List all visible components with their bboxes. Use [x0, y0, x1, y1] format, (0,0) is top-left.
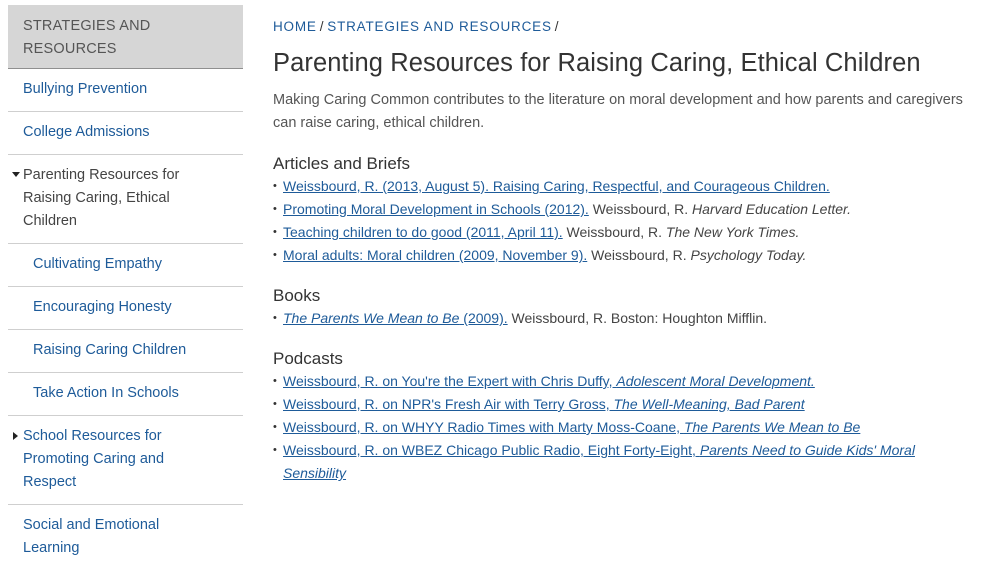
- sidebar-header-line2: RESOURCES: [23, 41, 117, 57]
- sidebar-header-line1: STRATEGIES AND: [23, 18, 151, 34]
- podcast-episode: Adolescent Moral Development.: [616, 373, 815, 389]
- list-item: [273, 244, 978, 267]
- sidebar-item-label: School Resources for: [23, 428, 162, 444]
- list-item: [273, 307, 978, 330]
- sidebar-header[interactable]: [8, 5, 243, 69]
- article-author: Weissbourd, R.: [562, 224, 666, 240]
- intro-paragraph: Making Caring Common contributes to the literature on moral development and how parents and caregivers can raise caring, ethical children.: [273, 92, 963, 131]
- sidebar-item-label: Raising Caring Children: [33, 342, 187, 358]
- podcast-link[interactable]: [283, 396, 805, 412]
- page-title: Parenting Resources for Raising Caring, Ethical Children: [273, 49, 921, 77]
- sidebar-item-parenting-resources[interactable]: [8, 155, 243, 244]
- article-author: Weissbourd, R.: [588, 201, 693, 217]
- podcasts-list: [273, 370, 978, 485]
- caret-down-icon: [12, 172, 20, 177]
- sidebar-item-take-action-in-schools[interactable]: [8, 373, 243, 416]
- article-source: The New York Times.: [665, 224, 800, 240]
- articles-heading: Articles and Briefs: [273, 154, 410, 173]
- sidebar-item-social-emotional-learning[interactable]: [8, 505, 243, 570]
- sidebar-item-label: Raising Caring, Ethical: [23, 190, 170, 206]
- book-details: Weissbourd, R. Boston: Houghton Mifflin.: [507, 310, 768, 326]
- list-item: [273, 221, 978, 244]
- article-link[interactable]: Promoting Moral Development in Schools (2012).: [283, 201, 589, 217]
- sidebar-item-cultivating-empathy[interactable]: [8, 244, 243, 287]
- podcast-show: Weissbourd, R. on WBEZ Chicago Public Radio, Eight Forty-Eight,: [283, 442, 700, 458]
- sidebar-item-label: Parenting Resources for: [23, 167, 180, 183]
- podcast-show: Weissbourd, R. on You're the Expert with Chris Duffy,: [283, 373, 617, 389]
- sidebar-item-label: Promoting Caring and: [23, 451, 165, 467]
- sidebar-item-label: Social and Emotional: [23, 517, 160, 533]
- podcasts-heading: Podcasts: [273, 349, 343, 368]
- book-year: (2009).: [459, 310, 508, 326]
- sidebar-item-bullying-prevention[interactable]: [8, 69, 243, 112]
- podcast-episode: The Parents We Mean to Be: [683, 419, 861, 435]
- article-link[interactable]: Weissbourd, R. (2013, August 5). Raising Caring, Respectful, and Courageous Children.: [283, 178, 830, 194]
- books-heading: Books: [273, 286, 321, 305]
- list-item: [273, 416, 978, 439]
- breadcrumb: [273, 16, 978, 38]
- list-item: [273, 439, 978, 485]
- sidebar-item-label: Children: [23, 213, 77, 229]
- podcast-show: Weissbourd, R. on WHYY Radio Times with Marty Moss-Coane,: [283, 419, 684, 435]
- sidebar-item-label: Respect: [23, 474, 77, 490]
- sidebar-nav: [8, 5, 243, 570]
- article-author: Weissbourd, R.: [587, 247, 691, 263]
- sidebar-item-raising-caring-children[interactable]: [8, 330, 243, 373]
- breadcrumb-home-link[interactable]: HOME: [273, 19, 317, 34]
- articles-list: [273, 175, 978, 267]
- article-source: Psychology Today.: [690, 247, 807, 263]
- main-content: [273, 16, 978, 485]
- article-source: Harvard Education Letter.: [692, 201, 852, 217]
- sidebar-item-label: Encouraging Honesty: [33, 299, 172, 315]
- book-title: The Parents We Mean to Be: [283, 310, 460, 326]
- sidebar-item-label: Bullying Prevention: [23, 81, 148, 97]
- caret-right-icon: [13, 432, 18, 440]
- list-item: [273, 175, 978, 198]
- podcast-link[interactable]: [283, 373, 815, 389]
- podcast-show: Weissbourd, R. on NPR's Fresh Air with Terry Gross,: [283, 396, 614, 412]
- sidebar-item-label: College Admissions: [23, 124, 150, 140]
- book-link[interactable]: [283, 310, 508, 326]
- breadcrumb-separator: /: [319, 19, 325, 34]
- sidebar-item-label: Take Action In Schools: [33, 385, 179, 401]
- breadcrumb-separator: /: [554, 19, 560, 34]
- list-item: [273, 393, 978, 416]
- breadcrumb-section-link[interactable]: STRATEGIES AND RESOURCES: [327, 19, 552, 34]
- books-list: [273, 307, 978, 330]
- podcast-episode: Parents Need to Guide Kids' Moral Sensibility: [283, 442, 915, 481]
- article-link[interactable]: Teaching children to do good (2011, April 11).: [283, 224, 563, 240]
- sidebar-item-encouraging-honesty[interactable]: [8, 287, 243, 330]
- podcast-link[interactable]: [283, 442, 915, 481]
- sidebar-item-label: Cultivating Empathy: [33, 256, 162, 272]
- list-item: [273, 370, 978, 393]
- podcast-episode: The Well-Meaning, Bad Parent: [613, 396, 805, 412]
- sidebar-item-label: Learning: [23, 540, 80, 556]
- list-item: [273, 198, 978, 221]
- sidebar-item-college-admissions[interactable]: [8, 112, 243, 155]
- sidebar-item-school-resources[interactable]: [8, 416, 243, 505]
- article-link[interactable]: Moral adults: Moral children (2009, November 9).: [283, 247, 588, 263]
- podcast-link[interactable]: [283, 419, 860, 435]
